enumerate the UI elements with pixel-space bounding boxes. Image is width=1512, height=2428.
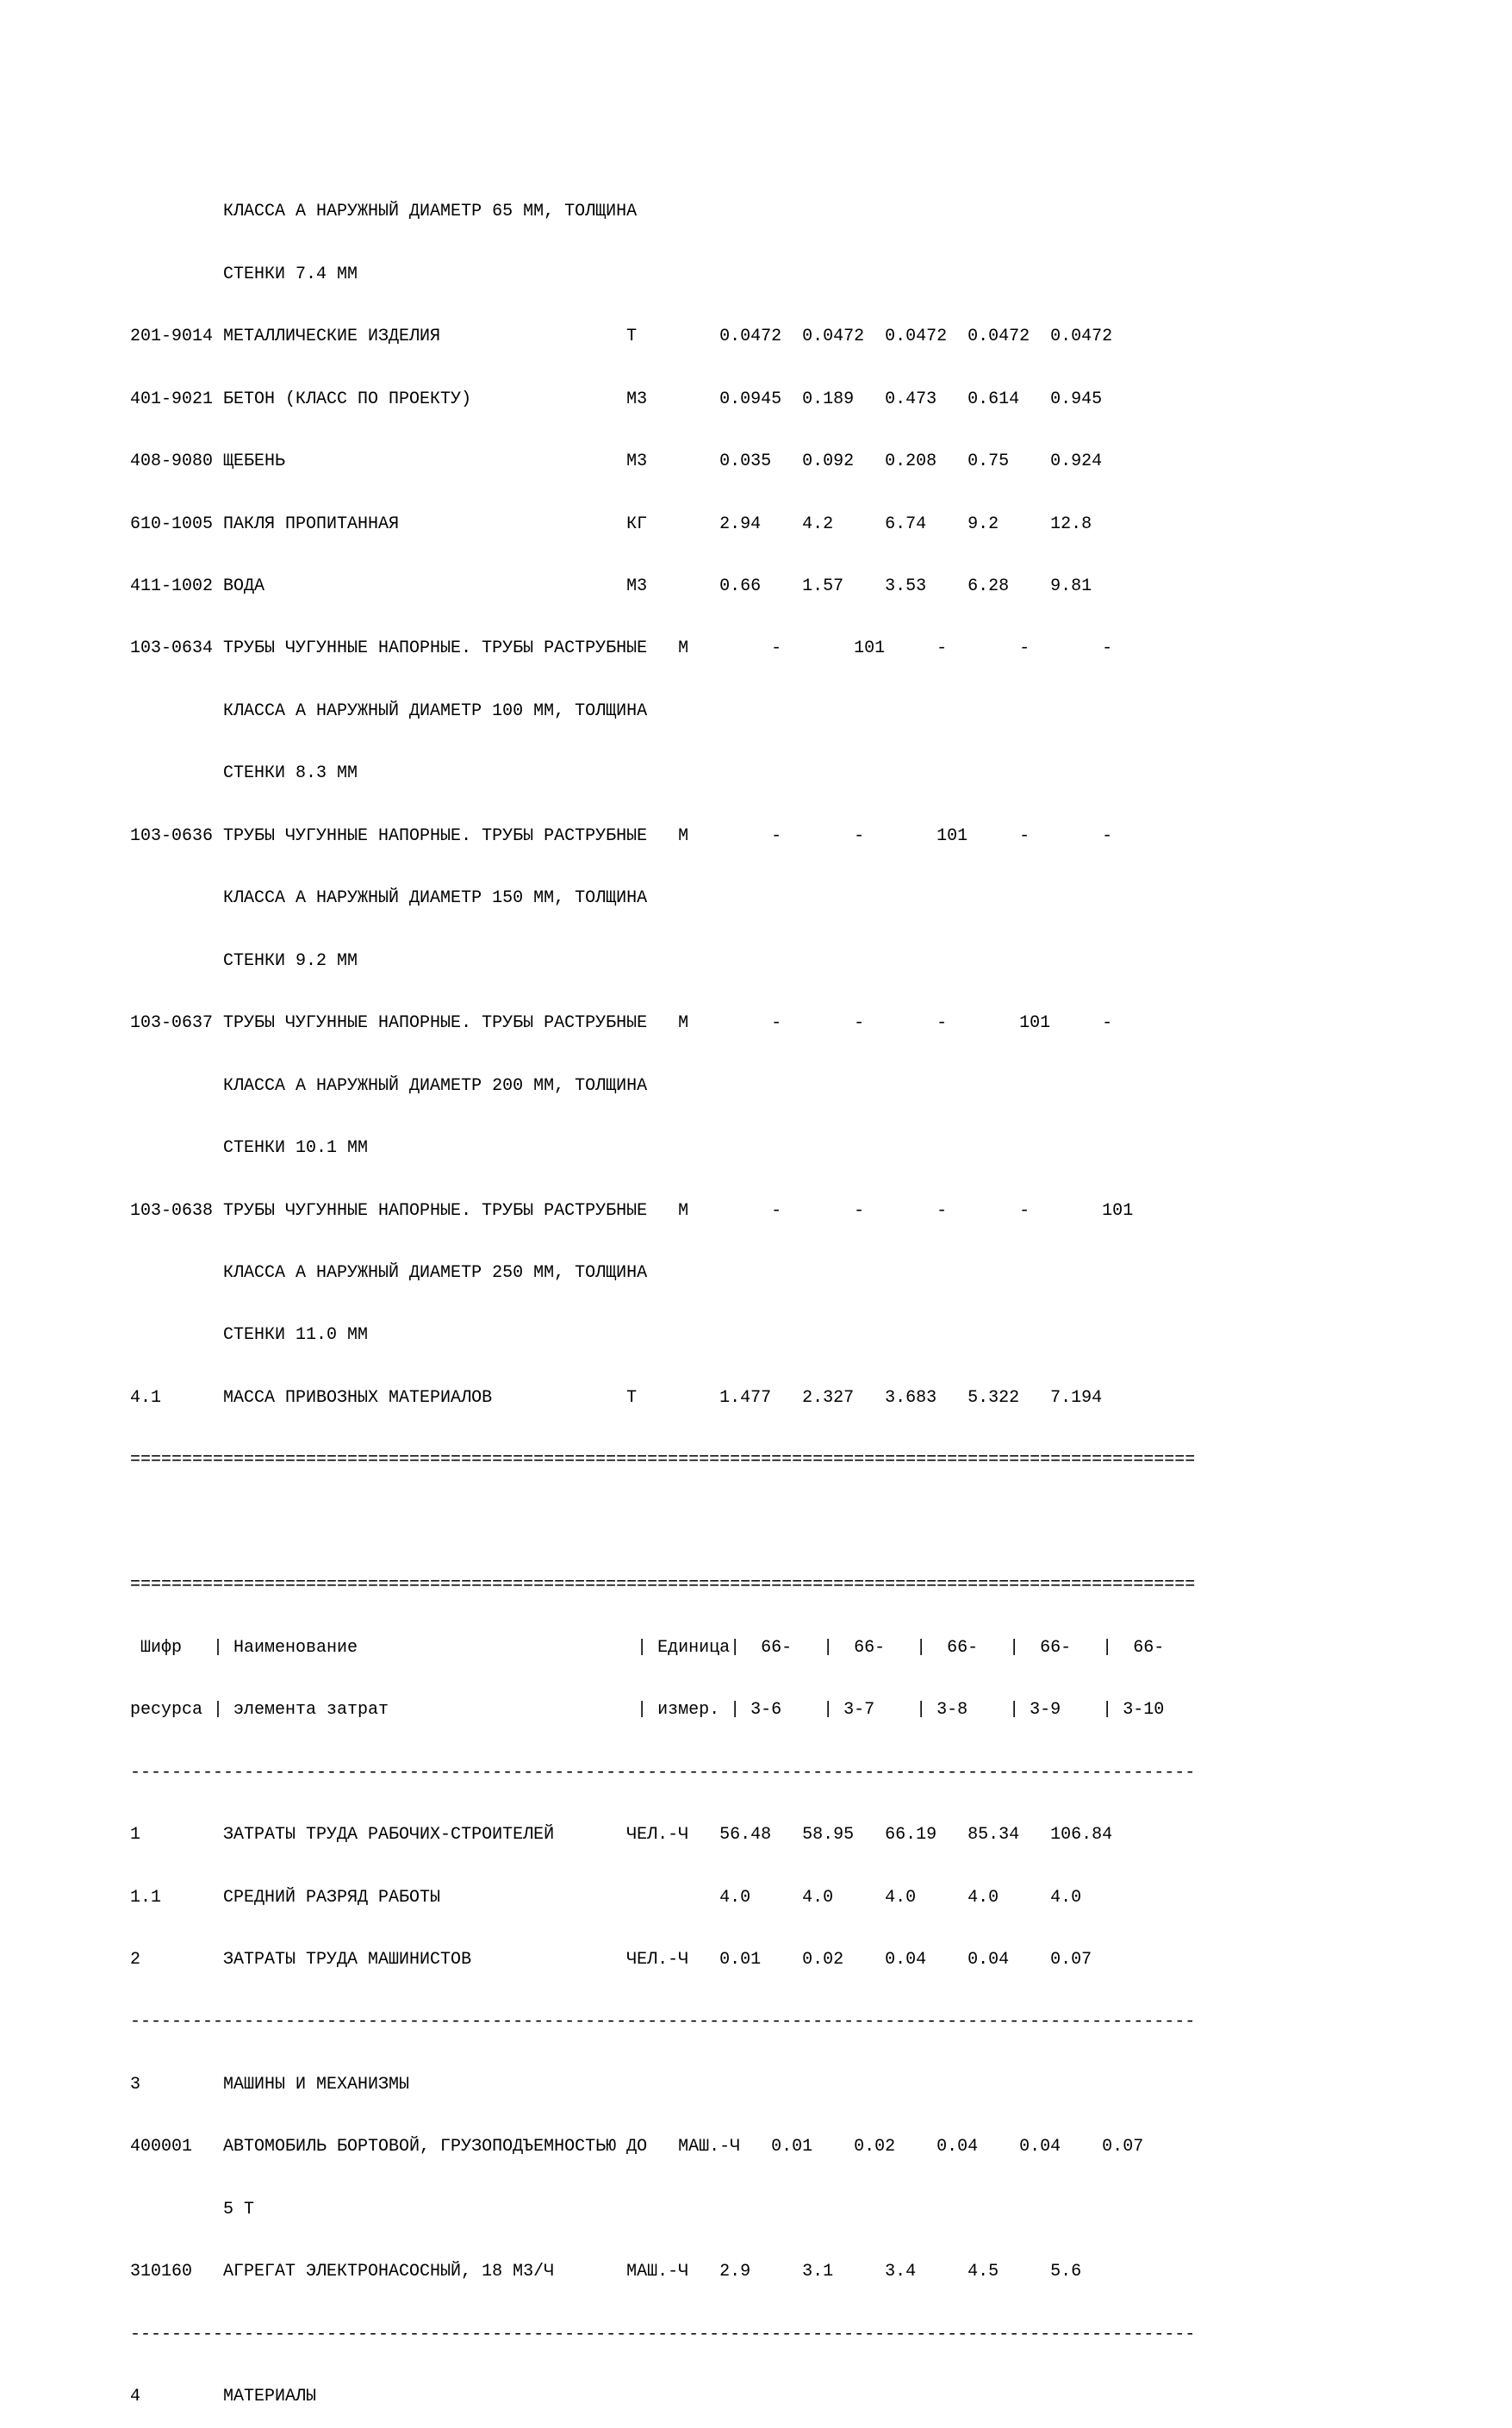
doc-line: 310160 АГРЕГАТ ЭЛЕКТРОНАСОСНЫЙ, 18 М3/Ч МАШ.-Ч 2.9 3.1 3.4 4.5 5.6 (130, 2262, 1082, 2282)
blank-line (130, 1513, 1422, 1534)
doc-line: КЛАССА А НАРУЖНЫЙ ДИАМЕТР 100 ММ, ТОЛЩИНА (130, 700, 648, 721)
doc-line: 401-9021 БЕТОН (КЛАСС ПО ПРОЕКТУ) М3 0.0945 0.189 0.473 0.614 0.945 (130, 389, 1103, 409)
double-rule: ======================================================================================================= (130, 1450, 1196, 1471)
doc-line: 408-9080 ЩЕБЕНЬ М3 0.035 0.092 0.208 0.75 0.924 (130, 451, 1103, 472)
doc-line: 610-1005 ПАКЛЯ ПРОПИТАННАЯ КГ 2.94 4.2 6.74 9.2 12.8 (130, 514, 1092, 534)
doc-line: КЛАССА А НАРУЖНЫЙ ДИАМЕТР 250 ММ, ТОЛЩИНА (130, 1263, 648, 1284)
doc-line: 103-0636 ТРУБЫ ЧУГУННЫЕ НАПОРНЫЕ. ТРУБЫ РАСТРУБНЫЕ М - - 101 - - (130, 825, 1113, 846)
doc-line: СТЕНКИ 11.0 ММ (130, 1325, 369, 1346)
doc-line: СТЕНКИ 7.4 ММ (130, 264, 358, 284)
doc-line: 2 ЗАТРАТЫ ТРУДА МАШИНИСТОВ ЧЕЛ.-Ч 0.01 0.02 0.04 0.04 0.07 (130, 1950, 1092, 1970)
double-rule: ======================================================================================================= (130, 1575, 1196, 1596)
doc-line: КЛАССА А НАРУЖНЫЙ ДИАМЕТР 200 ММ, ТОЛЩИНА (130, 1075, 648, 1096)
doc-line: 4 МАТЕРИАЛЫ (130, 2387, 317, 2407)
doc-line: 103-0638 ТРУБЫ ЧУГУННЫЕ НАПОРНЫЕ. ТРУБЫ РАСТРУБНЫЕ М - - - - 101 (130, 1200, 1134, 1221)
table-header-line: ресурса | элемента затрат | измер. | 3-6 | 3-7 | 3-8 | 3-9 | 3-10 (130, 1700, 1165, 1721)
dashed-rule: ------------------------------------------------------------------------------------------------------- (130, 2324, 1196, 2344)
table-header-line: Шифр | Наименование | Единица| 66- | 66- | 66- | 66- | 66- (130, 1637, 1165, 1658)
doc-line: СТЕНКИ 9.2 ММ (130, 950, 358, 971)
dashed-rule: ------------------------------------------------------------------------------------------------------- (130, 2012, 1196, 2033)
doc-line: 411-1002 ВОДА М3 0.66 1.57 3.53 6.28 9.81 (130, 576, 1092, 597)
doc-line: 5 Т (130, 2199, 255, 2219)
doc-line: 201-9014 МЕТАЛЛИЧЕСКИЕ ИЗДЕЛИЯ Т 0.0472 0.0472 0.0472 0.0472 0.0472 (130, 327, 1113, 347)
doc-line: КЛАССА А НАРУЖНЫЙ ДИАМЕТР 150 ММ, ТОЛЩИНА (130, 888, 648, 909)
doc-line: СТЕНКИ 10.1 ММ (130, 1138, 369, 1159)
doc-line: 400001 АВТОМОБИЛЬ БОРТОВОЙ, ГРУЗОПОДЪЕМНОСТЬЮ ДО МАШ.-Ч 0.01 0.02 0.04 0.04 0.07 (130, 2137, 1144, 2157)
estimate-document (130, 160, 1422, 2428)
doc-line: 1.1 СРЕДНИЙ РАЗРЯД РАБОТЫ 4.0 4.0 4.0 4.0 4.0 (130, 1887, 1082, 1908)
dashed-rule: ------------------------------------------------------------------------------------------------------- (130, 1762, 1196, 1783)
doc-line: КЛАССА А НАРУЖНЫЙ ДИАМЕТР 65 ММ, ТОЛЩИНА (130, 202, 638, 222)
doc-line: СТЕНКИ 8.3 ММ (130, 763, 358, 784)
doc-line: 103-0637 ТРУБЫ ЧУГУННЫЕ НАПОРНЫЕ. ТРУБЫ РАСТРУБНЫЕ М - - - 101 - (130, 1013, 1113, 1034)
doc-line: 3 МАШИНЫ И МЕХАНИЗМЫ (130, 2074, 410, 2095)
doc-line: 4.1 МАССА ПРИВОЗНЫХ МАТЕРИАЛОВ Т 1.477 2.327 3.683 5.322 7.194 (130, 1387, 1103, 1408)
doc-line: 103-0634 ТРУБЫ ЧУГУННЫЕ НАПОРНЫЕ. ТРУБЫ РАСТРУБНЫЕ М - 101 - - - (130, 638, 1113, 659)
doc-line: 1 ЗАТРАТЫ ТРУДА РАБОЧИХ-СТРОИТЕЛЕЙ ЧЕЛ.-Ч 56.48 58.95 66.19 85.34 106.84 (130, 1825, 1113, 1846)
